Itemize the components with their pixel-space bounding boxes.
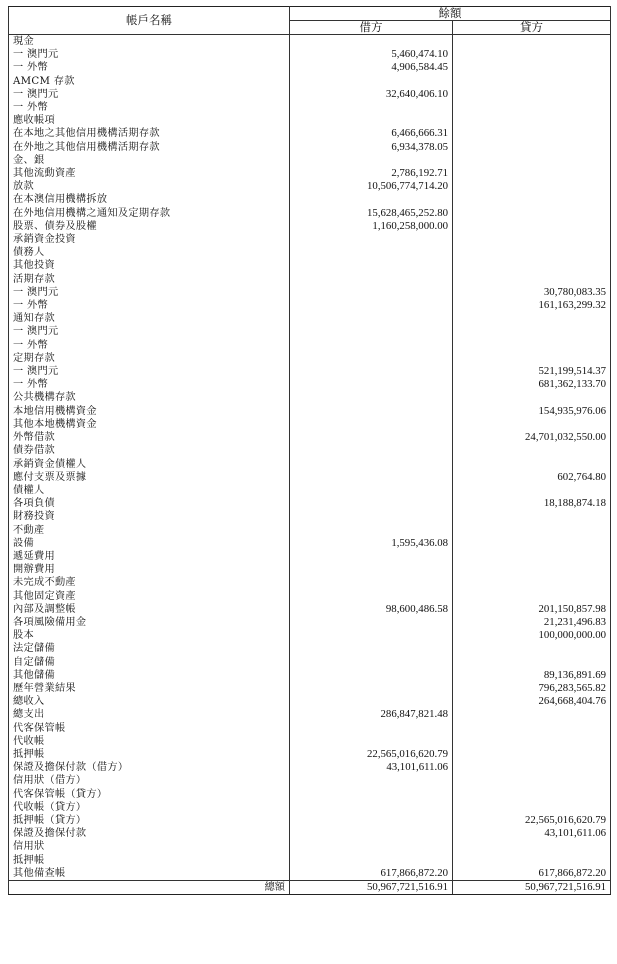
account-name-cell: 其他固定資產 — [9, 590, 290, 603]
account-name-cell: 一 澳門元 — [9, 286, 290, 299]
account-name-cell: 信用狀 — [9, 840, 290, 853]
account-name-cell: 其他投資 — [9, 259, 290, 272]
credit-cell — [453, 801, 611, 814]
account-name-cell: 其他儲備 — [9, 669, 290, 682]
credit-cell: 18,188,874.18 — [453, 497, 611, 510]
debit-cell — [290, 484, 453, 497]
table-row — [9, 405, 611, 418]
debit-cell — [290, 154, 453, 167]
total-credit: 50,967,721,516.91 — [453, 881, 611, 895]
credit-cell: 681,362,133.70 — [453, 378, 611, 391]
debit-cell — [290, 101, 453, 114]
credit-cell: 617,866,872.20 — [453, 867, 611, 881]
debit-cell — [290, 576, 453, 589]
credit-cell — [453, 273, 611, 286]
account-name-cell: 本地信用機構資金 — [9, 405, 290, 418]
credit-cell — [453, 207, 611, 220]
debit-cell — [290, 286, 453, 299]
account-name-cell: 一 外幣 — [9, 299, 290, 312]
debit-cell: 4,906,584.45 — [290, 61, 453, 74]
debit-cell: 43,101,611.06 — [290, 761, 453, 774]
account-name-cell: 財務投資 — [9, 510, 290, 523]
account-name-cell: 現金 — [9, 35, 290, 49]
table-row — [9, 576, 611, 589]
debit-cell — [290, 418, 453, 431]
debit-cell: 5,460,474.10 — [290, 48, 453, 61]
debit-cell — [290, 550, 453, 563]
credit-cell: 796,283,565.82 — [453, 682, 611, 695]
table-row — [9, 761, 611, 774]
table-row — [9, 524, 611, 537]
debit-cell — [290, 669, 453, 682]
credit-cell — [453, 550, 611, 563]
debit-cell — [290, 510, 453, 523]
table-row — [9, 127, 611, 140]
debit-cell — [290, 497, 453, 510]
table-row — [9, 233, 611, 246]
account-name-cell: 應收帳項 — [9, 114, 290, 127]
credit-cell — [453, 167, 611, 180]
credit-cell: 154,935,976.06 — [453, 405, 611, 418]
account-name-cell: 抵押帳 — [9, 748, 290, 761]
table-row — [9, 788, 611, 801]
account-name-cell: 不動產 — [9, 524, 290, 537]
account-name-cell: 其他備查帳 — [9, 867, 290, 881]
credit-cell — [453, 352, 611, 365]
table-row — [9, 352, 611, 365]
account-name-cell: 遞延費用 — [9, 550, 290, 563]
total-debit: 50,967,721,516.91 — [290, 881, 453, 895]
credit-cell — [453, 854, 611, 867]
credit-cell — [453, 193, 611, 206]
account-name-cell: 放款 — [9, 180, 290, 193]
account-name-cell: AMCM 存款 — [9, 75, 290, 88]
account-name-cell: 法定儲備 — [9, 642, 290, 655]
debit-cell — [290, 299, 453, 312]
credit-cell: 161,163,299.32 — [453, 299, 611, 312]
credit-cell — [453, 642, 611, 655]
debit-cell: 6,934,378.05 — [290, 141, 453, 154]
credit-cell: 22,565,016,620.79 — [453, 814, 611, 827]
account-name-cell: 股本 — [9, 629, 290, 642]
account-name-cell: 各項負債 — [9, 497, 290, 510]
table-row — [9, 141, 611, 154]
table-row — [9, 286, 611, 299]
credit-cell — [453, 61, 611, 74]
credit-cell — [453, 510, 611, 523]
account-name-cell: 通知存款 — [9, 312, 290, 325]
table-row — [9, 497, 611, 510]
account-name-cell: 股票、債券及股權 — [9, 220, 290, 233]
credit-cell: 24,701,032,550.00 — [453, 431, 611, 444]
debit-cell — [290, 616, 453, 629]
credit-cell — [453, 233, 611, 246]
debit-cell — [290, 365, 453, 378]
table-row — [9, 669, 611, 682]
table-row — [9, 48, 611, 61]
account-name-cell: 其他本地機構資金 — [9, 418, 290, 431]
credit-cell: 264,668,404.76 — [453, 695, 611, 708]
debit-cell — [290, 590, 453, 603]
account-name-cell: 一 澳門元 — [9, 365, 290, 378]
debit-cell — [290, 312, 453, 325]
account-name-cell: 一 外幣 — [9, 61, 290, 74]
table-row — [9, 220, 611, 233]
debit-cell — [290, 524, 453, 537]
credit-cell — [453, 458, 611, 471]
account-name-cell: 一 外幣 — [9, 339, 290, 352]
credit-cell: 21,231,496.83 — [453, 616, 611, 629]
table-row — [9, 722, 611, 735]
debit-cell — [290, 378, 453, 391]
total-label: 總額 — [9, 881, 290, 895]
table-row — [9, 682, 611, 695]
table-row — [9, 510, 611, 523]
account-name-cell: 設備 — [9, 537, 290, 550]
ledger-sheet — [8, 6, 610, 895]
table-row — [9, 471, 611, 484]
table-row — [9, 603, 611, 616]
table-row — [9, 484, 611, 497]
debit-cell — [290, 431, 453, 444]
credit-cell — [453, 259, 611, 272]
table-row — [9, 801, 611, 814]
account-name-cell: 債務人 — [9, 246, 290, 259]
credit-cell — [453, 722, 611, 735]
debit-cell: 15,628,465,252.80 — [290, 207, 453, 220]
table-row — [9, 391, 611, 404]
account-name-cell: 保證及擔保付款 — [9, 827, 290, 840]
debit-cell: 22,565,016,620.79 — [290, 748, 453, 761]
credit-cell — [453, 484, 611, 497]
table-row — [9, 378, 611, 391]
credit-cell — [453, 774, 611, 787]
credit-cell: 43,101,611.06 — [453, 827, 611, 840]
account-name-cell: 代客保管帳 — [9, 722, 290, 735]
table-row — [9, 814, 611, 827]
debit-cell — [290, 629, 453, 642]
table-row — [9, 193, 611, 206]
debit-cell — [290, 854, 453, 867]
table-row — [9, 656, 611, 669]
table-row — [9, 207, 611, 220]
debit-cell — [290, 339, 453, 352]
credit-cell — [453, 339, 611, 352]
table-row — [9, 458, 611, 471]
debit-cell — [290, 444, 453, 457]
table-row — [9, 273, 611, 286]
credit-cell — [453, 563, 611, 576]
debit-cell: 32,640,406.10 — [290, 88, 453, 101]
account-name-cell: 金、銀 — [9, 154, 290, 167]
account-name-cell: 總支出 — [9, 708, 290, 721]
credit-cell — [453, 761, 611, 774]
account-name-header: 帳戶名稱 — [9, 7, 290, 35]
table-row — [9, 259, 611, 272]
credit-cell — [453, 114, 611, 127]
credit-cell — [453, 840, 611, 853]
table-row — [9, 88, 611, 101]
credit-cell — [453, 154, 611, 167]
debit-cell: 617,866,872.20 — [290, 867, 453, 881]
account-name-cell: 一 澳門元 — [9, 48, 290, 61]
table-row — [9, 550, 611, 563]
debit-cell — [290, 259, 453, 272]
table-row — [9, 867, 611, 881]
debit-cell — [290, 682, 453, 695]
account-name-cell: 歷年營業結果 — [9, 682, 290, 695]
credit-cell — [453, 656, 611, 669]
table-row — [9, 325, 611, 338]
credit-cell — [453, 735, 611, 748]
account-name-cell: 債券借款 — [9, 444, 290, 457]
account-name-cell: 代收帳（貸方） — [9, 801, 290, 814]
debit-cell — [290, 735, 453, 748]
debit-cell — [290, 656, 453, 669]
table-row — [9, 431, 611, 444]
credit-cell — [453, 75, 611, 88]
credit-cell — [453, 524, 611, 537]
debit-cell — [290, 814, 453, 827]
credit-cell — [453, 88, 611, 101]
credit-cell — [453, 590, 611, 603]
debit-cell — [290, 352, 453, 365]
debit-cell — [290, 788, 453, 801]
credit-cell — [453, 748, 611, 761]
table-row — [9, 537, 611, 550]
account-name-cell: 應付支票及票據 — [9, 471, 290, 484]
debit-header: 借方 — [290, 21, 453, 35]
table-row — [9, 827, 611, 840]
total-row — [9, 881, 611, 895]
credit-cell: 201,150,857.98 — [453, 603, 611, 616]
account-name-cell: 代收帳 — [9, 735, 290, 748]
debit-cell — [290, 405, 453, 418]
account-name-cell: 公共機構存款 — [9, 391, 290, 404]
credit-cell: 89,136,891.69 — [453, 669, 611, 682]
account-name-cell: 開辦費用 — [9, 563, 290, 576]
account-name-cell: 債權人 — [9, 484, 290, 497]
table-row — [9, 180, 611, 193]
credit-cell: 100,000,000.00 — [453, 629, 611, 642]
table-row — [9, 154, 611, 167]
account-name-cell: 一 澳門元 — [9, 325, 290, 338]
debit-cell — [290, 642, 453, 655]
account-name-cell: 信用狀（借方） — [9, 774, 290, 787]
table-row — [9, 444, 611, 457]
debit-cell — [290, 471, 453, 484]
table-row — [9, 101, 611, 114]
table-row — [9, 114, 611, 127]
account-name-cell: 抵押帳 — [9, 854, 290, 867]
table-row — [9, 339, 611, 352]
debit-cell — [290, 722, 453, 735]
account-name-cell: 其他流動資產 — [9, 167, 290, 180]
debit-cell — [290, 35, 453, 49]
credit-cell — [453, 576, 611, 589]
table-row — [9, 75, 611, 88]
debit-cell — [290, 233, 453, 246]
account-name-cell: 總收入 — [9, 695, 290, 708]
debit-cell: 286,847,821.48 — [290, 708, 453, 721]
account-name-cell: 自定儲備 — [9, 656, 290, 669]
account-name-cell: 在外地信用機構之通知及定期存款 — [9, 207, 290, 220]
credit-cell: 602,764.80 — [453, 471, 611, 484]
credit-cell — [453, 312, 611, 325]
debit-cell — [290, 827, 453, 840]
credit-cell — [453, 391, 611, 404]
debit-cell — [290, 695, 453, 708]
credit-cell — [453, 48, 611, 61]
account-name-cell: 定期存款 — [9, 352, 290, 365]
table-row — [9, 854, 611, 867]
credit-header: 貸方 — [453, 21, 611, 35]
credit-cell: 521,199,514.37 — [453, 365, 611, 378]
table-row — [9, 735, 611, 748]
debit-cell: 2,786,192.71 — [290, 167, 453, 180]
table-row — [9, 312, 611, 325]
table-row — [9, 695, 611, 708]
table-row — [9, 748, 611, 761]
table-row — [9, 563, 611, 576]
credit-cell — [453, 788, 611, 801]
account-name-cell: 承銷資金投資 — [9, 233, 290, 246]
debit-cell — [290, 840, 453, 853]
balance-header: 餘額 — [290, 7, 611, 21]
credit-cell — [453, 708, 611, 721]
credit-cell — [453, 418, 611, 431]
credit-cell — [453, 141, 611, 154]
table-row — [9, 418, 611, 431]
account-name-cell: 外幣借款 — [9, 431, 290, 444]
credit-cell — [453, 220, 611, 233]
debit-cell — [290, 325, 453, 338]
debit-cell — [290, 458, 453, 471]
account-name-cell: 一 外幣 — [9, 378, 290, 391]
debit-cell — [290, 273, 453, 286]
credit-cell — [453, 537, 611, 550]
table-row — [9, 840, 611, 853]
debit-cell: 6,466,666.31 — [290, 127, 453, 140]
account-name-cell: 在本地之其他信用機構活期存款 — [9, 127, 290, 140]
account-name-cell: 在外地之其他信用機構活期存款 — [9, 141, 290, 154]
debit-cell: 98,600,486.58 — [290, 603, 453, 616]
credit-cell — [453, 180, 611, 193]
debit-cell — [290, 801, 453, 814]
credit-cell: 30,780,083.35 — [453, 286, 611, 299]
table-row — [9, 365, 611, 378]
debit-cell: 1,595,436.08 — [290, 537, 453, 550]
table-row — [9, 616, 611, 629]
account-name-cell: 在本澳信用機構拆放 — [9, 193, 290, 206]
table-row — [9, 61, 611, 74]
credit-cell — [453, 246, 611, 259]
debit-cell — [290, 774, 453, 787]
table-row — [9, 708, 611, 721]
account-name-cell: 活期存款 — [9, 273, 290, 286]
account-name-cell: 內部及調整帳 — [9, 603, 290, 616]
table-row — [9, 590, 611, 603]
table-row — [9, 299, 611, 312]
credit-cell — [453, 101, 611, 114]
credit-cell — [453, 444, 611, 457]
debit-cell — [290, 114, 453, 127]
credit-cell — [453, 325, 611, 338]
account-name-cell: 一 澳門元 — [9, 88, 290, 101]
trial-balance-table — [8, 6, 611, 895]
account-name-cell: 保證及擔保付款（借方） — [9, 761, 290, 774]
table-row — [9, 167, 611, 180]
debit-cell: 10,506,774,714.20 — [290, 180, 453, 193]
table-row — [9, 642, 611, 655]
table-row — [9, 774, 611, 787]
account-name-cell: 各項風險備用金 — [9, 616, 290, 629]
account-name-cell: 代客保管帳（貸方） — [9, 788, 290, 801]
table-header — [9, 7, 611, 35]
debit-cell — [290, 193, 453, 206]
account-name-cell: 抵押帳（貸方） — [9, 814, 290, 827]
account-name-cell: 一 外幣 — [9, 101, 290, 114]
table-row — [9, 246, 611, 259]
table-row — [9, 629, 611, 642]
debit-cell — [290, 246, 453, 259]
credit-cell — [453, 127, 611, 140]
debit-cell — [290, 75, 453, 88]
credit-cell — [453, 35, 611, 49]
account-name-cell: 承銷資金債權人 — [9, 458, 290, 471]
debit-cell: 1,160,258,000.00 — [290, 220, 453, 233]
debit-cell — [290, 563, 453, 576]
account-name-cell: 未完成不動產 — [9, 576, 290, 589]
debit-cell — [290, 391, 453, 404]
table-row — [9, 35, 611, 49]
table-body — [9, 35, 611, 881]
